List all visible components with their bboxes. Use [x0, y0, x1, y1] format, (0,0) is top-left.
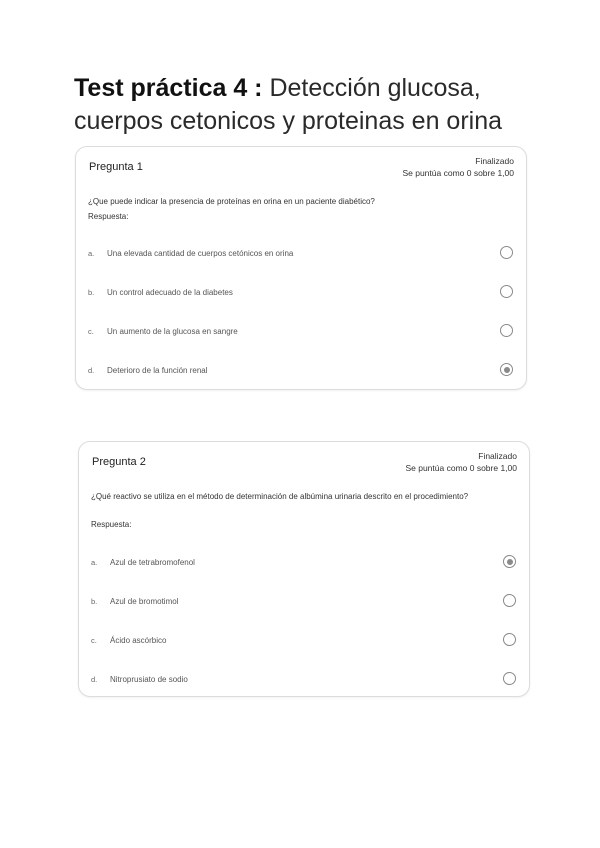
question-status	[402, 155, 514, 179]
option-letter: d.	[91, 675, 98, 684]
option-c[interactable]	[88, 324, 514, 342]
option-a[interactable]	[91, 555, 517, 573]
question-text: ¿Que puede indicar la presencia de proteínas en orina en un paciente diabético?	[88, 197, 375, 206]
option-letter: d.	[88, 366, 95, 375]
option-d[interactable]	[91, 672, 517, 690]
option-letter: c.	[91, 636, 97, 645]
question-card-2	[78, 441, 530, 697]
question-title: Pregunta 2	[92, 456, 146, 468]
question-card-1	[75, 146, 527, 390]
page-title-bold: Test práctica 4 :	[74, 74, 263, 102]
option-letter: b.	[91, 597, 98, 606]
option-letter: c.	[88, 327, 94, 336]
radio-button-selected[interactable]	[500, 363, 513, 376]
option-letter: a.	[91, 558, 98, 567]
status-label: Finalizado	[475, 156, 514, 166]
question-status	[405, 450, 517, 474]
option-text: Deterioro de la función renal	[107, 366, 208, 375]
option-letter: a.	[88, 249, 95, 258]
option-b[interactable]	[88, 285, 514, 303]
option-text: Ácido ascórbico	[110, 636, 167, 645]
option-letter: b.	[88, 288, 95, 297]
question-text: ¿Qué reactivo se utiliza en el método de determinación de albúmina urinaria descrito en el procedimiento?	[91, 492, 469, 501]
option-text: Un aumento de la glucosa en sangre	[107, 327, 238, 336]
radio-button[interactable]	[500, 246, 513, 259]
radio-button[interactable]	[503, 594, 516, 607]
option-text: Nitroprusiato de sodio	[110, 675, 188, 684]
answer-label: Respuesta:	[88, 212, 129, 221]
option-text: Una elevada cantidad de cuerpos cetónicos en orina	[107, 249, 294, 258]
radio-button[interactable]	[500, 324, 513, 337]
page-title	[74, 72, 544, 138]
option-c[interactable]	[91, 633, 517, 651]
radio-button-selected[interactable]	[503, 555, 516, 568]
option-b[interactable]	[91, 594, 517, 612]
answer-label: Respuesta:	[91, 520, 132, 529]
option-text: Azul de tetrabromofenol	[110, 558, 195, 567]
radio-button[interactable]	[503, 672, 516, 685]
score-label: Se puntúa como 0 sobre 1,00	[402, 168, 514, 178]
option-d[interactable]	[88, 363, 514, 381]
option-text: Un control adecuado de la diabetes	[107, 288, 233, 297]
option-text: Azul de bromotimol	[110, 597, 179, 606]
score-label: Se puntúa como 0 sobre 1,00	[405, 463, 517, 473]
option-a[interactable]	[88, 246, 514, 264]
page-title-rest: Detección glucosa, cuerpos cetonicos y proteinas en orina	[74, 74, 503, 135]
radio-button[interactable]	[503, 633, 516, 646]
status-label: Finalizado	[478, 451, 517, 461]
question-title: Pregunta 1	[89, 161, 143, 173]
radio-button[interactable]	[500, 285, 513, 298]
